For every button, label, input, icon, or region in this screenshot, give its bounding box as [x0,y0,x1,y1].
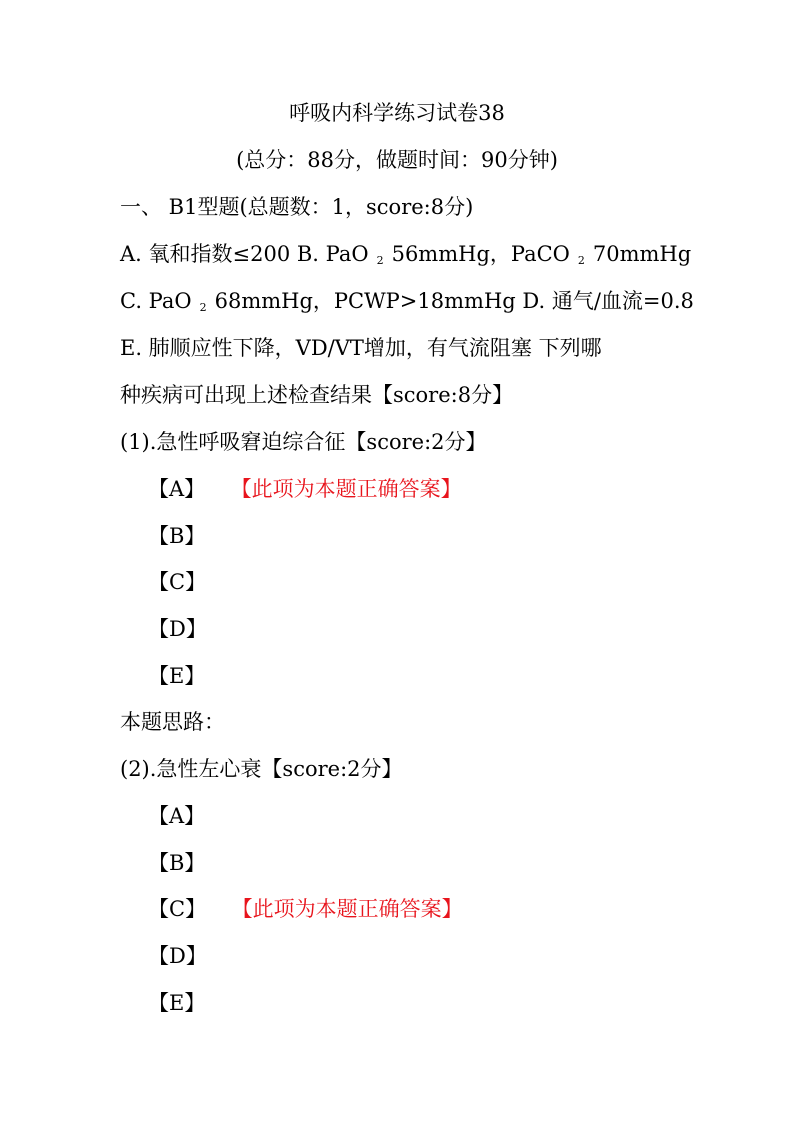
question-1-option-b: 【B】 [148,524,206,548]
stem-line-3: E. 肺顺应性下降，VD/VT增加，有气流阻塞 下列哪 [120,336,602,360]
question-1-title: (1).急性呼吸窘迫综合征【score:2分】 [120,430,487,454]
stem-line-1-c: 70mmHg [592,242,692,266]
stem-line-1-b: 56mmHg，PaCO [391,242,570,266]
subscript: 2 [199,301,207,314]
stem-line-1-a: A. 氧和指数≤200 B. PaO [120,242,369,266]
stem-line-2-b: 68mmHg，PCWP>18mmHg D. 通气/血流=0.8 [214,289,694,313]
question-2-option-b: 【B】 [148,851,206,875]
stem-line-1 [120,240,691,275]
question-2-title: (2).急性左心衰【score:2分】 [120,757,403,781]
question-2-option-a: 【A】 [148,804,206,828]
paper-subtitle: (总分：88分，做题时间：90分钟) [236,148,558,172]
stem-line-2-a: C. PaO [120,289,192,313]
question-2-option-e: 【E】 [148,991,206,1015]
question-2-option-c [148,895,463,923]
paper-title: 呼吸内科学练习试卷38 [289,101,505,125]
subscript: 2 [376,254,384,267]
question-1-option-c: 【C】 [148,570,207,594]
option-label: 【A】 [148,477,206,501]
question-1-option-e: 【E】 [148,664,206,688]
question-1-analysis-label: 本题思路： [120,710,225,734]
subscript: 2 [577,254,585,267]
section-heading: 一、 B1型题(总题数：1，score:8分) [120,195,474,219]
option-label: 【C】 [148,897,207,921]
correct-answer-marker: 【此项为本题正确答案】 [241,477,462,501]
question-1-option-d: 【D】 [148,617,207,641]
correct-answer-marker: 【此项为本题正确答案】 [242,897,463,921]
question-2-option-d: 【D】 [148,944,207,968]
question-1-option-a [148,475,462,503]
stem-line-2 [120,287,694,322]
stem-line-4: 种疾病可出现上述检查结果【score:8分】 [120,383,514,407]
